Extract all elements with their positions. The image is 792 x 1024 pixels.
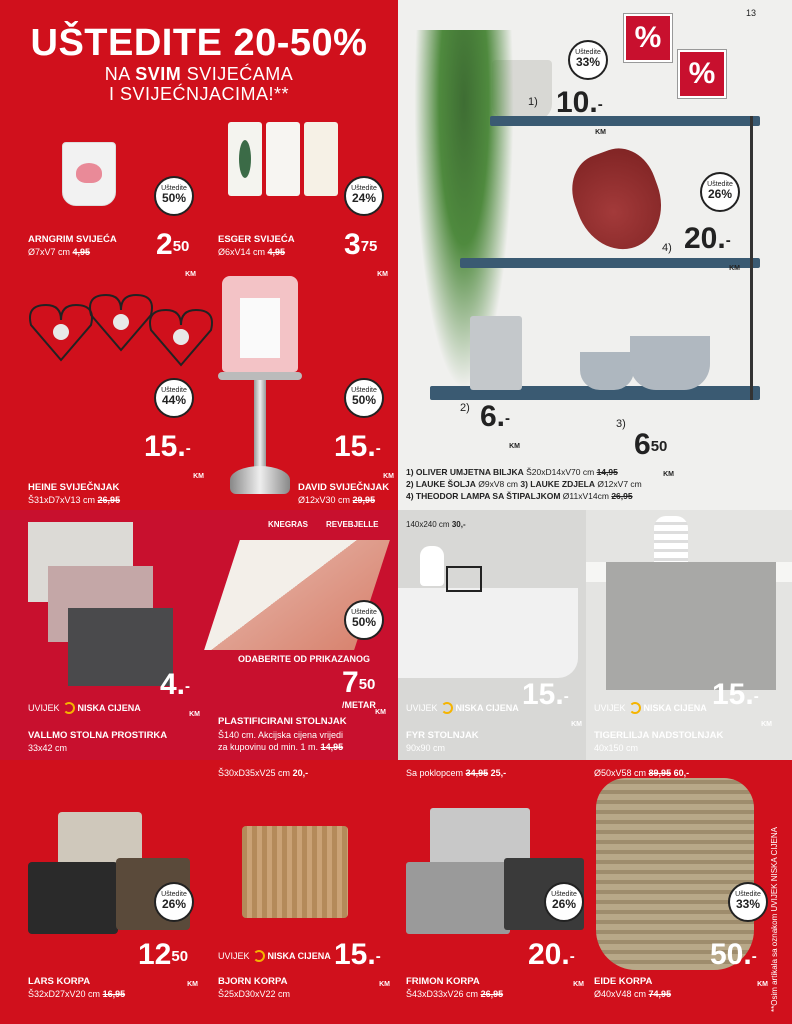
- price-int: 7: [342, 666, 359, 699]
- price-int: 6: [634, 428, 651, 461]
- price-dec: -: [375, 948, 381, 965]
- price: [528, 938, 584, 988]
- variant-dim: Sa poklopcem: [406, 768, 464, 778]
- product-name: ARNGRIM SVIJEĆA: [28, 234, 117, 245]
- badge-label: Uštedite: [707, 181, 733, 188]
- low-price-logo: [218, 950, 331, 962]
- price-int: 15.: [522, 678, 564, 711]
- item-number: 1): [528, 96, 538, 108]
- dim-text: Š31xD7xV13 cm: [28, 495, 96, 505]
- currency: KM: [375, 709, 386, 716]
- list-item-dim: Ø11xV14cm: [562, 491, 609, 501]
- price: [144, 430, 204, 480]
- variant-price: 30,-: [451, 520, 466, 529]
- save-badge: [700, 172, 740, 212]
- price-dec: -: [563, 688, 569, 705]
- price-dec: -: [375, 440, 381, 457]
- price: [712, 678, 772, 728]
- product-name: BJORN KORPA: [218, 976, 288, 987]
- save-badge: [344, 600, 384, 640]
- low-price-logo: [594, 702, 707, 714]
- save-badge: [154, 176, 194, 216]
- mug-image: [470, 316, 522, 390]
- price: [138, 938, 198, 988]
- badge-percent: 50%: [351, 615, 377, 629]
- price-dec: 50: [171, 948, 189, 965]
- product-name: PLASTIFICIRANI STOLNJAK: [218, 716, 347, 727]
- price-int: 2: [156, 228, 173, 261]
- item-number: 3): [616, 418, 626, 430]
- foot: [230, 466, 290, 494]
- dim-text: Š140 cm. Akcijska cijena vrijedi: [218, 730, 344, 740]
- candle-rose: [76, 163, 102, 183]
- low-price-logo: [28, 702, 141, 714]
- old-price: 4,95: [267, 247, 286, 257]
- esger-candles-image: [228, 122, 338, 198]
- price-dec: -: [751, 948, 757, 965]
- price-int: 20.: [528, 938, 570, 971]
- logo-text: UVIJEK: [406, 703, 438, 713]
- price: [334, 938, 390, 988]
- variant-price: 60,-: [673, 768, 690, 778]
- price-int: 4.: [160, 668, 186, 701]
- basket-image: [242, 826, 348, 918]
- heine-candleholder-image: [26, 290, 216, 370]
- badge-percent: 24%: [351, 191, 377, 205]
- basket-image: [28, 862, 118, 934]
- product-dim: 33x42 cm: [28, 743, 68, 753]
- currency: KM: [379, 981, 390, 988]
- bowl-image: [630, 336, 710, 390]
- variant-dim: Š30xD35xV25 cm: [218, 768, 291, 778]
- subtitle-part: NA: [104, 64, 130, 84]
- logo-text: NISKA CIJENA: [267, 951, 331, 961]
- list-item-name: 2) LAUKE ŠOLJA: [406, 479, 476, 489]
- plate: [218, 372, 302, 380]
- price-int: 15.: [144, 430, 186, 463]
- variant-price: 20,-: [292, 768, 309, 778]
- price-unit: /METAR: [342, 700, 376, 710]
- list-item-name: 3) LAUKE ZDJELA: [520, 479, 595, 489]
- stem: [254, 380, 266, 472]
- price-int: 15.: [334, 938, 376, 971]
- dim-text: Ø7xV7 cm: [28, 247, 71, 257]
- price: 6.- KM: [480, 402, 520, 432]
- currency: KM: [595, 129, 606, 136]
- dim-text: Š43xD33xV26 cm: [406, 989, 479, 999]
- badge-percent: 33%: [735, 897, 761, 911]
- list-item-dim: Š20xD14xV70 cm: [526, 467, 595, 477]
- product-name: ESGER SVIJEĆA: [218, 234, 295, 245]
- logo-text: NISKA CIJENA: [77, 703, 141, 713]
- dim-text: Ø40xV48 cm: [594, 989, 647, 999]
- badge-percent: 26%: [161, 897, 187, 911]
- product-dim: Š25xD30xV22 cm: [218, 989, 291, 999]
- old-price: 26,95: [97, 495, 121, 505]
- variant-dim: 140x240 cm: [406, 520, 450, 529]
- logo-text: UVIJEK: [28, 703, 60, 713]
- candle: [266, 122, 300, 196]
- old-price: 26,95: [611, 491, 633, 501]
- old-price: 29,95: [352, 495, 376, 505]
- price: [634, 428, 674, 478]
- badge-label: Uštedite: [351, 387, 377, 394]
- variant-dim: Ø50xV58 cm: [594, 768, 647, 778]
- choose-note: ODABERITE OD PRIKAZANOG: [238, 654, 371, 664]
- save-badge: [154, 882, 194, 922]
- shelf-item-list: [406, 466, 642, 502]
- item-number: 4): [662, 242, 672, 254]
- price-dec: 75: [360, 238, 378, 255]
- logo-ring-icon: [441, 702, 453, 714]
- logo-text: NISKA CIJENA: [455, 703, 519, 713]
- price-dec: 50: [358, 676, 376, 693]
- product-dim: [218, 247, 285, 257]
- price-dec: 50: [172, 238, 190, 255]
- low-price-logo: [406, 702, 519, 714]
- badge-percent: 50%: [351, 393, 377, 407]
- logo-ring-icon: [253, 950, 265, 962]
- dim-text: Š32xD27xV20 cm: [28, 989, 101, 999]
- badge-label: Uštedite: [575, 49, 601, 56]
- lantern-image: [446, 566, 482, 592]
- old-price: 26,95: [480, 989, 504, 999]
- product-dim: [594, 989, 671, 999]
- badge-label: Uštedite: [351, 609, 377, 616]
- product-name: EIDE KORPA: [594, 976, 653, 987]
- old-price: 89,95: [648, 768, 672, 778]
- badge-label: Uštedite: [161, 891, 187, 898]
- old-price: 74,95: [648, 989, 672, 999]
- price: [710, 938, 768, 988]
- save-badge: [568, 40, 608, 80]
- currency: KM: [573, 981, 584, 988]
- currency: KM: [571, 721, 582, 728]
- save-badge: [728, 882, 768, 922]
- bowl-image: [580, 352, 634, 390]
- shelf-middle: [460, 258, 760, 268]
- vase-image: [654, 516, 688, 568]
- variant-note: [406, 768, 506, 778]
- logo-text: NISKA CIJENA: [643, 703, 707, 713]
- product-dim: [28, 989, 125, 999]
- price-int: 10.: [556, 86, 598, 119]
- price: [160, 668, 200, 718]
- badge-label: Uštedite: [351, 185, 377, 192]
- currency: KM: [189, 711, 200, 718]
- basket-image: [406, 862, 510, 934]
- list-item-name: 1) OLIVER UMJETNA BILJKA: [406, 467, 524, 477]
- save-badge: [344, 176, 384, 216]
- list-item-dim: Ø9xV8 cm: [478, 479, 518, 489]
- product-dim: [28, 495, 120, 505]
- page-subtitle: [0, 64, 398, 104]
- currency: KM: [377, 271, 388, 278]
- product-name: FYR STOLNJAK: [406, 730, 479, 741]
- variant-note: [218, 768, 308, 778]
- dim-text: Ø6xV14 cm: [218, 247, 266, 257]
- logo-text: UVIJEK: [594, 703, 626, 713]
- save-badge: [544, 882, 584, 922]
- currency: KM: [383, 473, 394, 480]
- percent-tag: %: [678, 50, 726, 98]
- price: [344, 228, 388, 278]
- product-name: LARS KORPA: [28, 976, 91, 987]
- badge-percent: 33%: [575, 55, 601, 69]
- price: 20.- KM: [684, 224, 740, 254]
- product-name: TIGERLILJA NADSTOLNJAK: [594, 730, 724, 741]
- old-price: 4,95: [72, 247, 91, 257]
- badge-percent: 50%: [161, 191, 187, 205]
- currency: KM: [187, 981, 198, 988]
- currency: KM: [757, 981, 768, 988]
- product-name: FRIMON KORPA: [406, 976, 480, 987]
- badge-label: Uštedite: [735, 891, 761, 898]
- logo-ring-icon: [629, 702, 641, 714]
- price: [334, 430, 394, 480]
- price-dec: -: [569, 948, 575, 965]
- price-dec: -: [185, 678, 191, 695]
- old-price: 14,95: [320, 742, 344, 752]
- badge-label: Uštedite: [161, 387, 187, 394]
- shelf-frame: [750, 116, 753, 400]
- price-int: 3: [344, 228, 361, 261]
- subtitle-part: SVIJEĆAMA: [186, 64, 294, 84]
- product-dim: 90x90 cm: [406, 743, 446, 753]
- item-number: 2): [460, 402, 470, 414]
- candle: [304, 122, 338, 196]
- variant-note: [594, 768, 689, 778]
- glass: [222, 276, 298, 372]
- save-badge: [154, 378, 194, 418]
- percent-tag: %: [624, 14, 672, 62]
- price-dec: -: [185, 440, 191, 457]
- price: 10.- KM: [556, 88, 606, 118]
- pattern-label: KNEGRAS: [268, 520, 309, 529]
- vase-image: [420, 546, 444, 586]
- badge-percent: 26%: [707, 187, 733, 201]
- placemat-image: [68, 608, 173, 686]
- list-item-dim: Ø12xV7 cm: [597, 479, 642, 489]
- product-dim: [218, 729, 343, 753]
- page-number: 13: [746, 8, 757, 18]
- currency: KM: [761, 721, 772, 728]
- candle: [240, 298, 280, 358]
- save-badge: [344, 378, 384, 418]
- logo-ring-icon: [63, 702, 75, 714]
- pattern-label: REVEBJELLE: [326, 520, 379, 529]
- badge-label: Uštedite: [551, 891, 577, 898]
- currency: KM: [663, 471, 674, 478]
- arngrim-candle-image: [62, 142, 116, 206]
- footnote: **Osim artikala sa oznakom UVIJEK NISKA CIJENA: [770, 827, 779, 1012]
- david-candleholder-image: [218, 276, 302, 502]
- badge-label: Uštedite: [161, 185, 187, 192]
- price-int: 50.: [710, 938, 752, 971]
- badge-percent: 26%: [551, 897, 577, 911]
- price-int: 15.: [712, 678, 754, 711]
- product-name: VALLMO STOLNA PROSTIRKA: [28, 730, 168, 741]
- fern-print: [239, 140, 251, 178]
- old-price: 14,95: [596, 467, 618, 477]
- product-dim: [28, 247, 90, 257]
- table-runner-image: [606, 562, 776, 690]
- badge-percent: 44%: [161, 393, 187, 407]
- dim-text: Ø12xV30 cm: [298, 495, 351, 505]
- list-item-name: 4) THEODOR LAMPA SA ŠTIPALJKOM: [406, 491, 561, 501]
- currency: KM: [509, 443, 520, 450]
- price-dec: -: [753, 688, 759, 705]
- fyr-tablecloth-image: [398, 588, 578, 678]
- shelf-top: [490, 116, 760, 126]
- currency: KM: [729, 265, 740, 272]
- subtitle-bold: SVIM: [135, 64, 182, 84]
- candle: [228, 122, 262, 196]
- price-dec: 50: [650, 438, 668, 455]
- currency: KM: [185, 271, 196, 278]
- price-int: 15.: [334, 430, 376, 463]
- price-int: 20.: [684, 222, 726, 255]
- currency: KM: [193, 473, 204, 480]
- product-dim: [406, 989, 503, 999]
- variant-price: 25,-: [490, 768, 507, 778]
- logo-text: UVIJEK: [218, 951, 250, 961]
- product-name: HEINE SVIJEČNJAK: [28, 482, 120, 493]
- product-name: DAVID SVIJEČNJAK: [298, 482, 390, 493]
- old-price: 16,95: [102, 989, 126, 999]
- subtitle-part: I SVIJEĆNJACIMA!**: [108, 84, 290, 104]
- price: [156, 228, 196, 278]
- page-title: UŠTEDITE 20-50%: [30, 22, 368, 64]
- product-dim: 40x150 cm: [594, 743, 639, 753]
- dim-text: za kupovinu od min. 1 m.: [218, 742, 319, 752]
- price: [522, 678, 582, 728]
- price-int: 12: [138, 938, 172, 971]
- old-price: 34,95: [465, 768, 489, 778]
- product-dim: [298, 495, 375, 505]
- price-int: 6.: [480, 400, 506, 433]
- variant-note: [406, 520, 466, 529]
